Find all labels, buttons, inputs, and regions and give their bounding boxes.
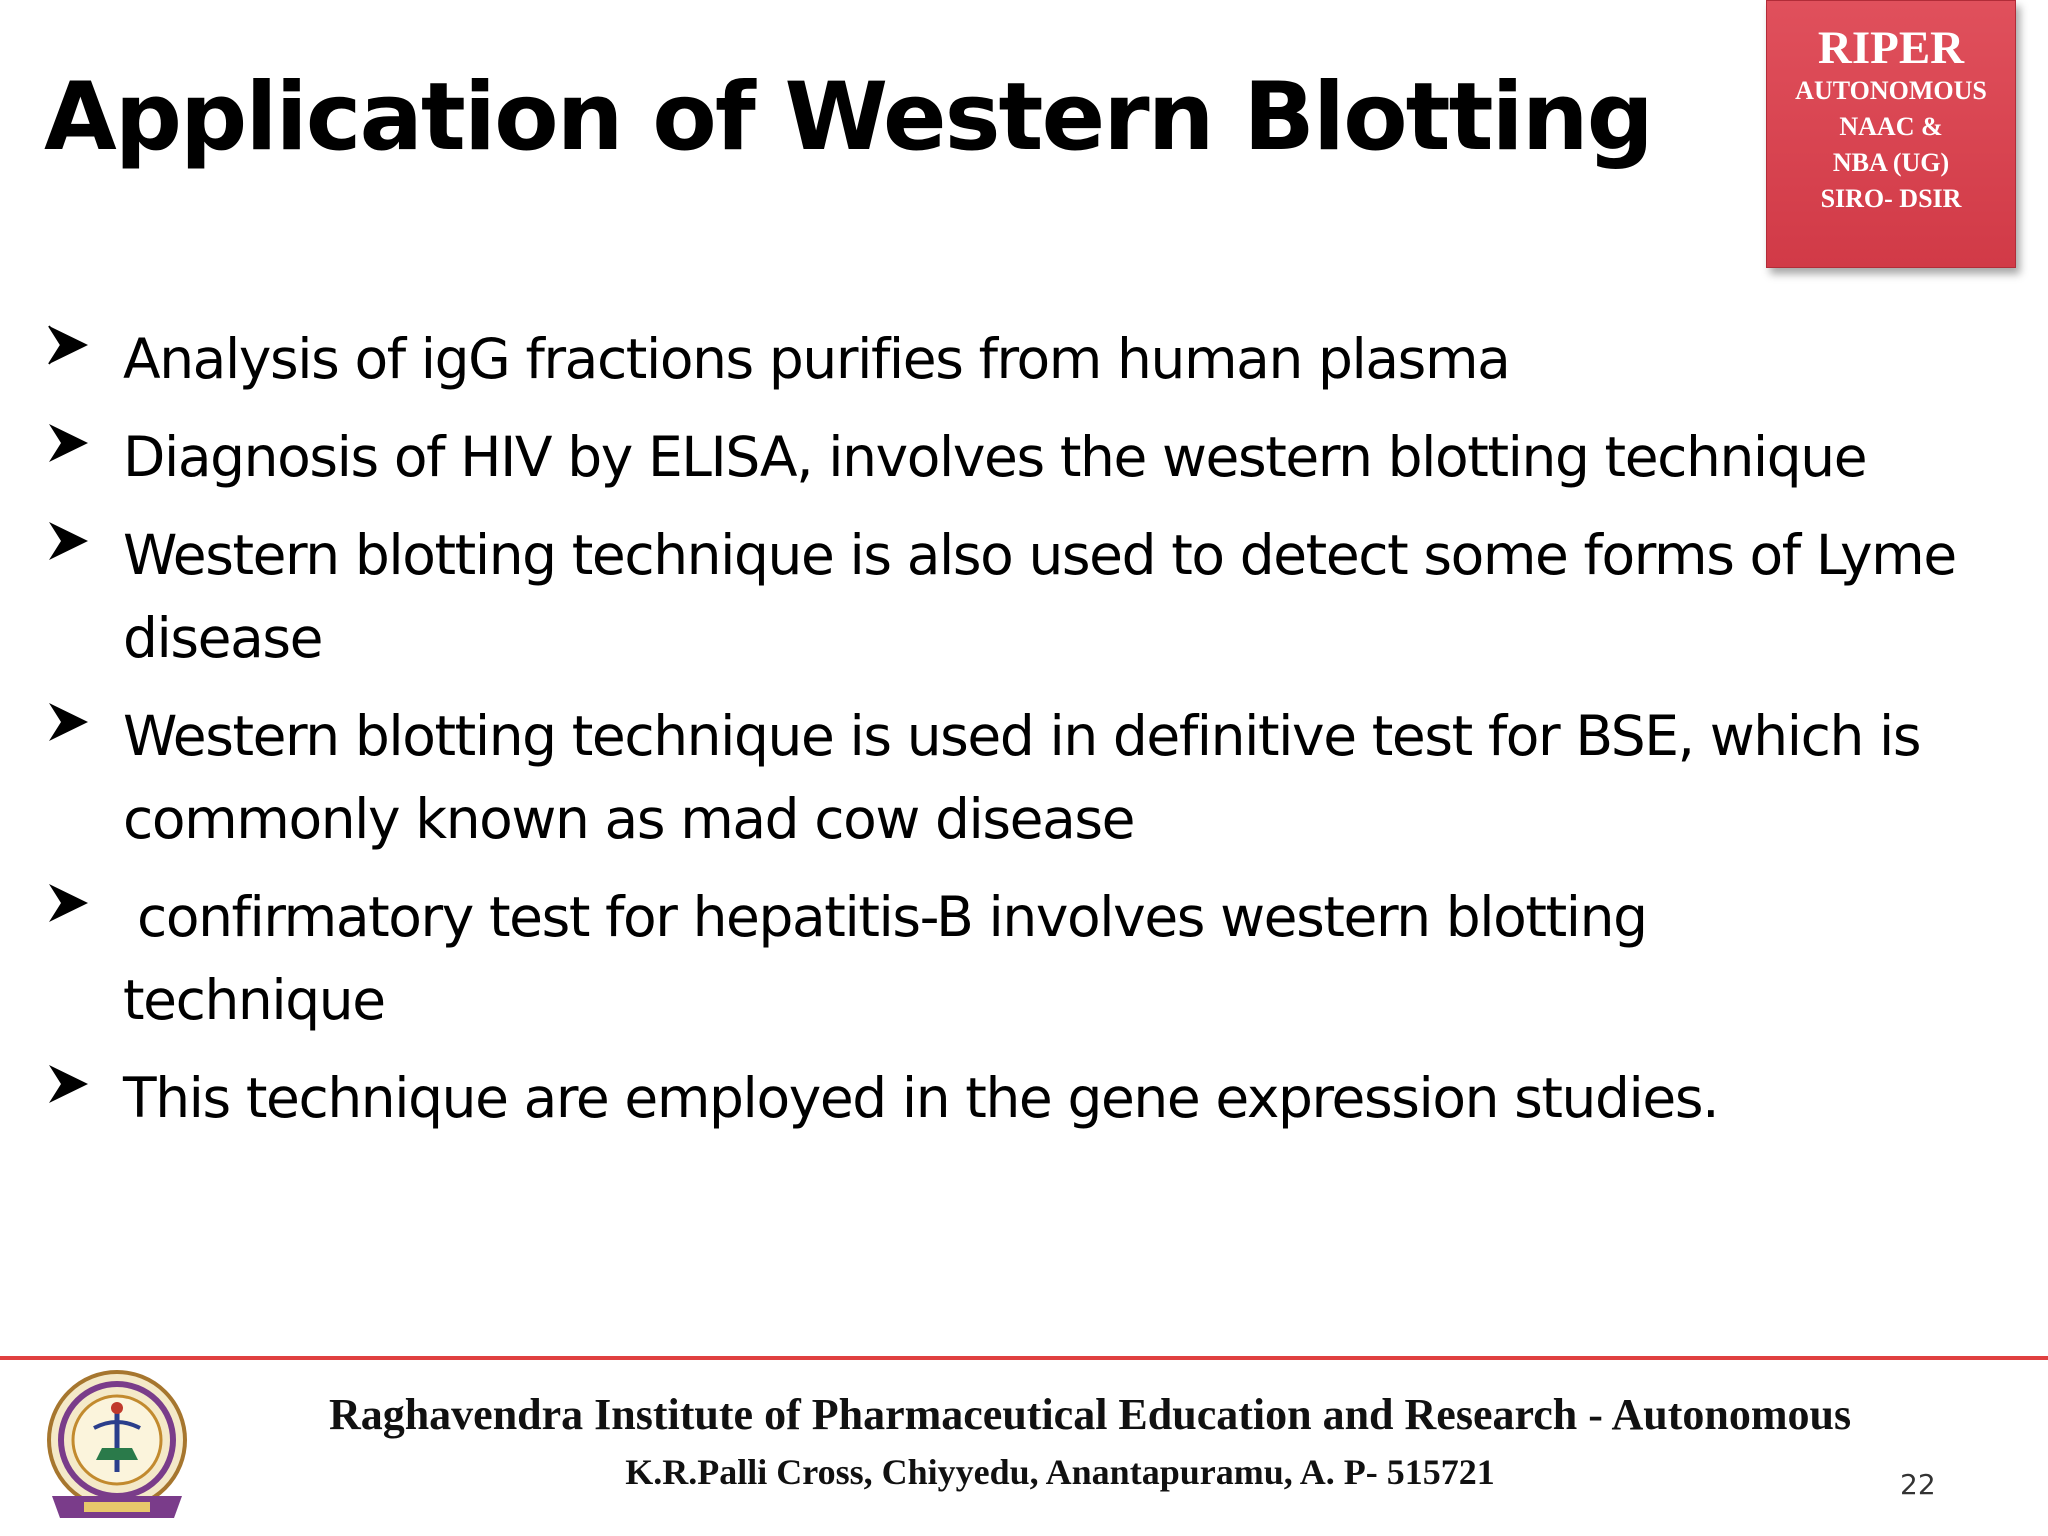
bullet-text: This technique are employed in the gene expression studies. bbox=[123, 1066, 1719, 1130]
bullet-item bbox=[46, 876, 1863, 1042]
bullet-item bbox=[46, 1057, 1718, 1140]
badge-line: NAAC & bbox=[1839, 112, 1943, 141]
footer-divider bbox=[0, 1356, 2048, 1360]
bullet-text: Diagnosis of HIV by ELISA, involves the western blotting technique bbox=[123, 425, 1867, 489]
bullet-text: confirmatory test for hepatitis-B involves western blotting technique bbox=[123, 885, 1647, 1032]
badge-line: SIRO- DSIR bbox=[1820, 184, 1962, 213]
bullet-item bbox=[46, 318, 1509, 401]
arrowhead-bullet-icon bbox=[46, 518, 92, 564]
bullet-item bbox=[46, 514, 2003, 680]
arrowhead-bullet-icon bbox=[46, 322, 92, 368]
arrowhead-bullet-icon bbox=[46, 420, 92, 466]
institute-address: K.R.Palli Cross, Chiyyedu, Anantapuramu, A. P- 515721 bbox=[625, 1452, 1495, 1492]
badge-main: RIPER bbox=[1817, 22, 1965, 74]
bullet-item bbox=[46, 695, 2043, 861]
arrowhead-bullet-icon bbox=[46, 1061, 92, 1107]
bullet-text: Western blotting technique is also used to detect some forms of Lyme disease bbox=[123, 523, 1956, 670]
arrowhead-bullet-icon bbox=[46, 880, 92, 926]
institute-name: Raghavendra Institute of Pharmaceutical Education and Research - Autonomous bbox=[328, 1390, 1852, 1439]
institute-seal-logo bbox=[44, 1368, 190, 1526]
badge-line: AUTONOMOUS bbox=[1795, 76, 1987, 105]
riper-badge bbox=[1766, 0, 2016, 268]
bullet-text: Analysis of igG fractions purifies from human plasma bbox=[123, 327, 1510, 391]
badge-line: NBA (UG) bbox=[1832, 148, 1950, 177]
bullet-text: Western blotting technique is used in definitive test for BSE, which is commonly known as mad cow disease bbox=[123, 704, 1921, 851]
page-number: 22 bbox=[1900, 1468, 1936, 1501]
bullet-item bbox=[46, 416, 1866, 499]
arrowhead-bullet-icon bbox=[46, 699, 92, 745]
slide-title: Application of Western Blotting bbox=[44, 63, 1652, 172]
